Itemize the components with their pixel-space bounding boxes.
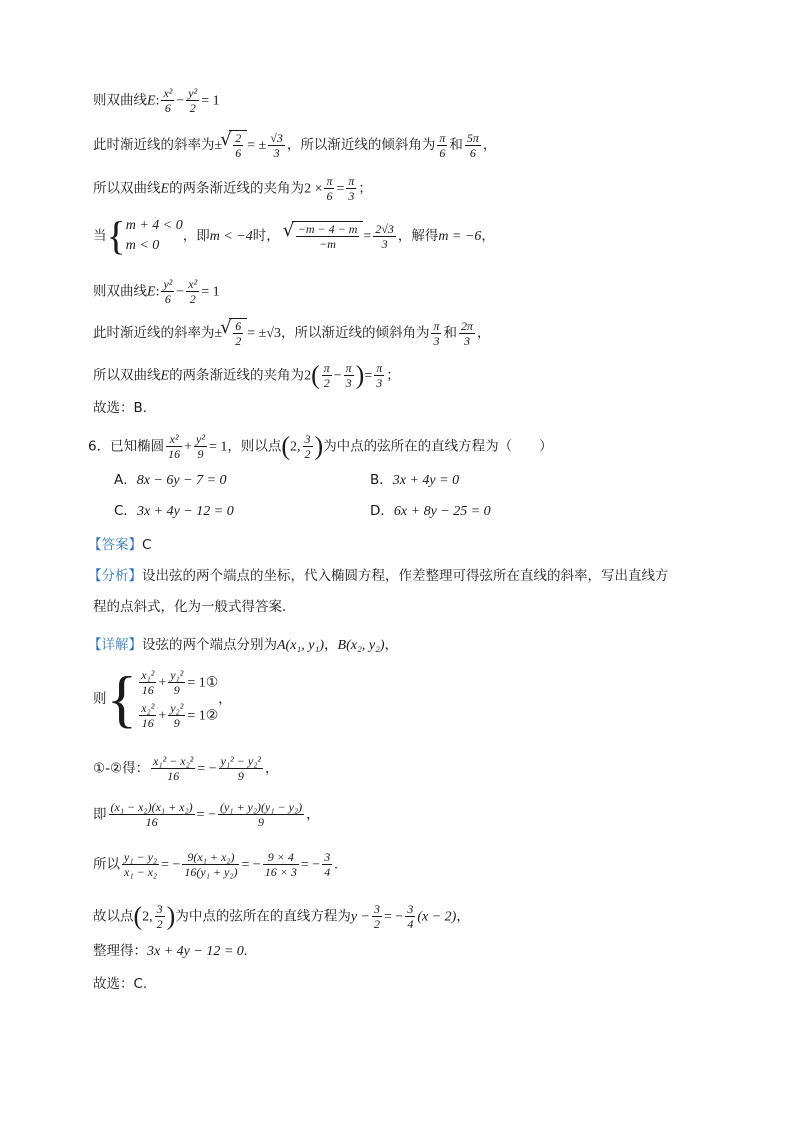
text: ，: [456, 908, 470, 925]
open-paren: (: [281, 431, 291, 461]
option-d: D．6x + 8y − 25 = 0: [370, 503, 491, 519]
option-b-expr: 3x + 4y = 0: [392, 473, 460, 488]
condition-system: m + 4 < 0 m < 0: [125, 218, 183, 253]
text: 则: [93, 691, 107, 707]
equals: = −: [300, 857, 321, 873]
minus: −: [333, 368, 342, 384]
point-a: A(x₁, y₁): [277, 638, 325, 653]
fraction: $\frac{\pi}{3}$: [376, 361, 383, 390]
analysis-line-2: 程的点斜式，化为一般式得答案．: [93, 599, 296, 615]
option-b: B．3x + 4y = 0: [370, 472, 460, 488]
fraction: $\frac{\text{x²}}{16}$: [168, 432, 181, 461]
fraction: $\frac{\text{9(x₁ + x₂)}}{\text{16(y₁ + y₂)}}$: [184, 850, 238, 879]
option-d-expr: 6x + 8y − 25 = 0: [393, 504, 491, 519]
text: 为中点的弦所在的直线方程为: [175, 908, 351, 925]
text: 则双曲线: [93, 92, 147, 109]
asymptote-angle-line-1: [93, 174, 372, 203]
text: 和: [443, 325, 457, 341]
point-x: 2,: [290, 439, 301, 455]
condition: m < −4: [209, 229, 253, 244]
question-number: 6．: [88, 438, 111, 455]
fraction: $\frac{2\pi}{3}$: [460, 318, 473, 348]
text: ，所以渐近线的倾斜角为: [286, 137, 436, 153]
minus: −: [176, 284, 185, 300]
square-root: √ $\frac{2}{6}$: [229, 130, 247, 160]
text: 和: [449, 137, 463, 153]
option-c: C．3x + 4y − 12 = 0: [114, 503, 234, 519]
fraction: $\frac{2√3}{3}$: [375, 221, 394, 251]
fraction: $\frac{\text{x²}}{6}$: [163, 86, 173, 115]
hyperbola-equation-line-1: [93, 86, 220, 115]
open-paren: (: [133, 901, 143, 931]
equation-2: $\frac{\text{x₂²}}{16}$ + $\frac{\text{y₂²}}{9}$ = 1②: [141, 701, 219, 730]
text: 即: [93, 806, 107, 823]
equation-1: $\frac{\text{x₁²}}{16}$ + $\frac{\text{y₁²}}{9}$ = 1①: [141, 668, 219, 697]
period: .: [243, 944, 248, 959]
plus-minus: ±: [214, 138, 223, 153]
text: 所以双曲线: [93, 180, 161, 197]
left-brace: {: [106, 663, 138, 734]
slope-line: [93, 850, 338, 879]
subtract-line: [93, 754, 278, 783]
fraction: $\frac{\text{y²}}{9}$: [196, 432, 205, 461]
square-root: √ $\frac{6}{2}$: [229, 318, 247, 348]
equals: = −: [161, 857, 181, 873]
minus: −: [176, 93, 185, 109]
coefficient: 2: [304, 368, 312, 384]
analysis-tag: 【分析】: [88, 568, 142, 584]
fraction: $\frac{\pi}{6}$: [326, 174, 333, 203]
fraction: $\frac{\text{x²}}{2}$: [188, 277, 198, 306]
text: ；: [386, 367, 400, 384]
fraction: $\frac{\pi}{3}$: [348, 174, 355, 203]
fraction: $\frac{\text{y₁ − y₂}}{\text{x₁ − x₂}}$: [124, 850, 158, 879]
fraction: $\frac{√3}{3}$: [270, 130, 283, 160]
var-e: E: [160, 368, 170, 384]
equals: = ±: [247, 138, 267, 153]
text: ，即: [182, 228, 210, 244]
equals-one: = 1: [201, 93, 220, 109]
text: ，: [324, 637, 338, 653]
text: 故以点: [93, 908, 134, 925]
fraction: $\frac{\text{(x₁ − x₂)(x₁ + x₂)}}{16}$: [110, 800, 193, 829]
colon: :: [155, 284, 160, 300]
fraction: $\frac{3}{4}$: [407, 902, 414, 931]
plus: +: [184, 439, 192, 455]
text: 所以: [93, 856, 120, 873]
fraction: $\frac{\text{y²}}{6}$: [163, 277, 173, 306]
asymptote-angle-line-2: [93, 361, 400, 390]
text: 此时渐近线的斜率为: [93, 325, 215, 341]
hyperbola-equation-line-2: [93, 277, 220, 306]
fraction: $\frac{\pi}{2}$: [323, 361, 330, 390]
text: ，: [384, 637, 399, 653]
fraction: $\frac{\text{(y₁ + y₂)(y₁ − y₂)}}{9}$: [219, 800, 303, 829]
open-paren: (: [311, 360, 320, 390]
period: .: [334, 857, 338, 873]
factor-line: [93, 800, 320, 829]
option-a: A．8x − 6y − 7 = 0: [114, 472, 227, 488]
lhs: y −: [350, 909, 371, 925]
var-e: E: [147, 284, 156, 300]
text: 此时渐近线的斜率为: [93, 137, 215, 153]
fraction: $\frac{\pi}{3}$: [433, 318, 440, 348]
detail-tag: 【详解】: [88, 637, 142, 653]
text: ，: [476, 325, 491, 341]
option-a-expr: 8x − 6y − 7 = 0: [136, 473, 227, 488]
equation-system: [93, 663, 232, 734]
equals: = ±√3: [247, 326, 281, 341]
text: ，解得: [397, 228, 439, 244]
asymptote-slope-line-1: [93, 130, 496, 160]
fraction: $\frac{3}{2}$: [156, 902, 163, 931]
point-b: B(x₂, y₂): [337, 638, 385, 653]
answer-value: C: [142, 537, 152, 553]
equals-one: = 1: [208, 439, 228, 455]
asymptote-slope-line-2: [93, 318, 490, 348]
text: 设弦的两个端点分别为: [142, 637, 277, 653]
question-6-stem: [88, 432, 553, 461]
fraction: $\frac{5\pi}{6}$: [466, 130, 479, 160]
fraction: $\frac{\pi}{3}$: [345, 361, 352, 390]
expr: 2 ×: [304, 181, 323, 197]
text: 已知椭圆: [110, 438, 165, 455]
point-x: 2,: [142, 909, 153, 925]
text: 为中点的弦所在的直线方程为（ ）: [323, 438, 553, 455]
text: ，: [264, 760, 279, 777]
fraction: $\frac{3}{2}$: [374, 902, 381, 931]
plus-minus: ±: [214, 326, 223, 341]
text: 的两条渐近线的夹角为: [169, 367, 305, 384]
left-brace: {: [106, 213, 126, 258]
detail-line-1: [88, 635, 398, 656]
case-m-less-minus-4: [93, 213, 495, 258]
text: 当: [93, 228, 107, 244]
close-paren: ): [314, 431, 324, 461]
equals-one: = 1: [201, 284, 220, 300]
fraction: $\frac{\text{x₁² − x₂²}}{16}$: [153, 754, 194, 783]
text: 则双曲线: [93, 283, 147, 300]
equals: = −: [196, 807, 216, 823]
text: ，: [218, 691, 232, 707]
text: 所以双曲线: [93, 367, 161, 384]
fraction: $\frac{9 \times 4}{16 \times 3}$: [264, 850, 297, 879]
text: ，所以渐近线的倾斜角为: [280, 325, 430, 341]
simplified-line: [93, 941, 247, 962]
answer-line: [88, 535, 151, 555]
close-paren: ): [166, 901, 176, 931]
equals: = −: [384, 909, 404, 925]
option-c-expr: 3x + 4y − 12 = 0: [136, 504, 234, 519]
colon: :: [155, 93, 160, 109]
system-body: [137, 668, 218, 730]
analysis-text: 设出弦的两个端点的坐标，代入椭圆方程，作差整理可得弦所在直线的斜率，写出直线方: [142, 568, 669, 584]
text: ，: [306, 806, 320, 823]
text: 整理得：: [93, 943, 147, 959]
solution: m = −6: [438, 229, 482, 244]
choice-c-line: 故选：C.: [93, 976, 148, 992]
var-e: E: [160, 181, 170, 197]
close-paren: ): [355, 360, 365, 390]
line-equation: [93, 902, 470, 931]
choice-b-line: 故选：B.: [93, 400, 148, 416]
text: ，: [482, 137, 497, 153]
analysis-line-1: [88, 566, 669, 586]
equals: =: [363, 229, 372, 244]
text: ；: [358, 180, 372, 197]
text: ①-②得：: [93, 760, 150, 777]
answer-tag: 【答案】: [88, 537, 142, 553]
text: ，则以点: [227, 438, 282, 455]
fraction: $\frac{\text{y₁² − y₂²}}{9}$: [220, 754, 261, 783]
var-e: E: [147, 93, 156, 109]
text: 时，: [252, 228, 280, 244]
fraction: $\frac{\pi}{6}$: [439, 130, 446, 160]
square-root: √ $\frac{-m - 4 - m}{-m}$: [292, 221, 364, 251]
equals: = −: [241, 857, 261, 873]
equals: = −: [197, 761, 217, 777]
final-equation: 3x + 4y − 12 = 0: [147, 944, 244, 959]
fraction: $\frac{3}{2}$: [304, 432, 311, 461]
text: ，: [481, 228, 495, 244]
fraction: $\frac{\text{y²}}{2}$: [188, 86, 198, 115]
equals: =: [336, 181, 345, 197]
text: 的两条渐近线的夹角为: [169, 180, 305, 197]
equals: =: [364, 368, 373, 384]
rhs: (x − 2): [417, 909, 457, 925]
fraction: $\frac{3}{4}$: [324, 850, 331, 879]
